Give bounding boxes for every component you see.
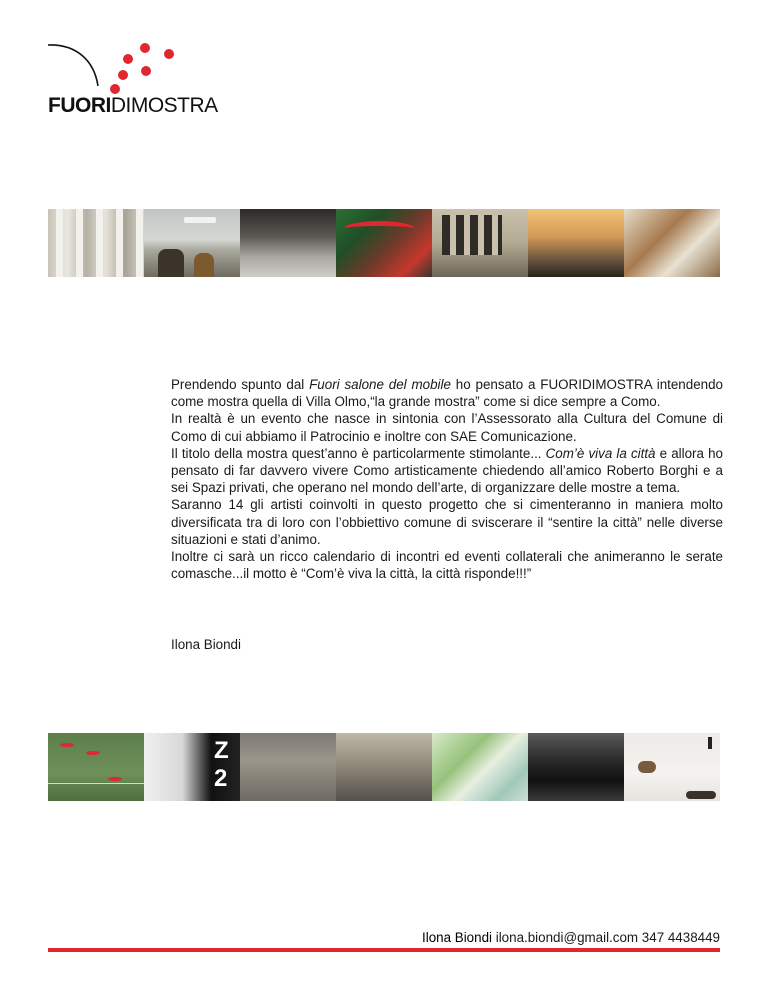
- photo-dark-cityscape: [336, 733, 432, 801]
- photo-wolf-snow: [624, 733, 720, 801]
- top-photo-strip: [48, 209, 720, 277]
- photo-bw-night-crowd: [528, 733, 624, 801]
- footer-rule: [48, 948, 720, 952]
- photo-football-pitch: [48, 733, 144, 801]
- paragraph-3: [171, 445, 723, 497]
- photo-cyclist-sunset: [528, 209, 624, 277]
- paragraph-4: Saranno 14 gli artisti coinvolti in questo progetto che si cimenteranno in maniera molto diversificata tra di loro con l’obbiettivo comune di sviscerare il “sentire la città” nelle diverse situazioni e stati d’animo.: [171, 497, 723, 547]
- paragraph-3-a: Il titolo della mostra quest’anno è particolarmente stimolante...: [171, 445, 546, 461]
- photo-building-facade: [432, 209, 528, 277]
- paragraph-3-b: e allora ho pensato di far davvero vivere Como artisticamente chiedendo all’amico Roberto Borghi e a sei Spazi privati, che operano nel mondo dell’arte, di organizzare delle mostre a tema.: [171, 445, 723, 496]
- logo-mark: [46, 40, 186, 100]
- paragraph-2: In realtà è un evento che nasce in sintonia con l’Assessorato alla Cultura del Comune di Como di cui abbiamo il Patrocinio e inoltre con SAE Comunicazione.: [171, 411, 723, 444]
- bottom-photo-strip: [48, 733, 720, 801]
- photo-watercolor-trees: [432, 733, 528, 801]
- paragraph-5: Inoltre ci sarà un ricco calendario di incontri ed eventi collaterali che animeranno le serate comasche...il motto è “Com’è viva la città, la città risponde!!!”: [171, 549, 723, 582]
- footer-contact: [422, 930, 720, 945]
- signature: Ilona Biondi: [171, 637, 241, 652]
- paragraph-1: [171, 376, 723, 410]
- logo: [46, 40, 218, 120]
- logo-wordmark-bold: FUORI: [48, 94, 111, 117]
- paragraph-1-italic: Fuori salone del mobile: [309, 377, 451, 392]
- logo-wordmark: [48, 95, 218, 116]
- paragraph-1-b: ho pensato a FUORIDIMOSTRA intendendo come mostra quella di Villa Olmo,“la grande mostra” come si dice sempre a Como.: [171, 377, 723, 410]
- paragraph-1-a: Prendendo spunto dal: [171, 377, 310, 392]
- photo-city-lights: [240, 209, 336, 277]
- footer-name: Ilona Biondi: [422, 930, 492, 945]
- body-text: [171, 376, 723, 582]
- photo-lake-ferry: [144, 209, 240, 277]
- photo-red-portrait: [336, 209, 432, 277]
- photo-architecture-interior: [624, 209, 720, 277]
- photo-colonnade: [48, 209, 144, 277]
- footer-email-phone: ilona.biondi@gmail.com 347 4438449: [492, 930, 720, 945]
- logo-wordmark-light: DIMOSTRA: [110, 94, 218, 117]
- photo-bw-signage: Z 2: [144, 733, 240, 801]
- paragraph-3-italic: Com’è viva la città: [545, 445, 656, 461]
- photo-city-traffic: [240, 733, 336, 801]
